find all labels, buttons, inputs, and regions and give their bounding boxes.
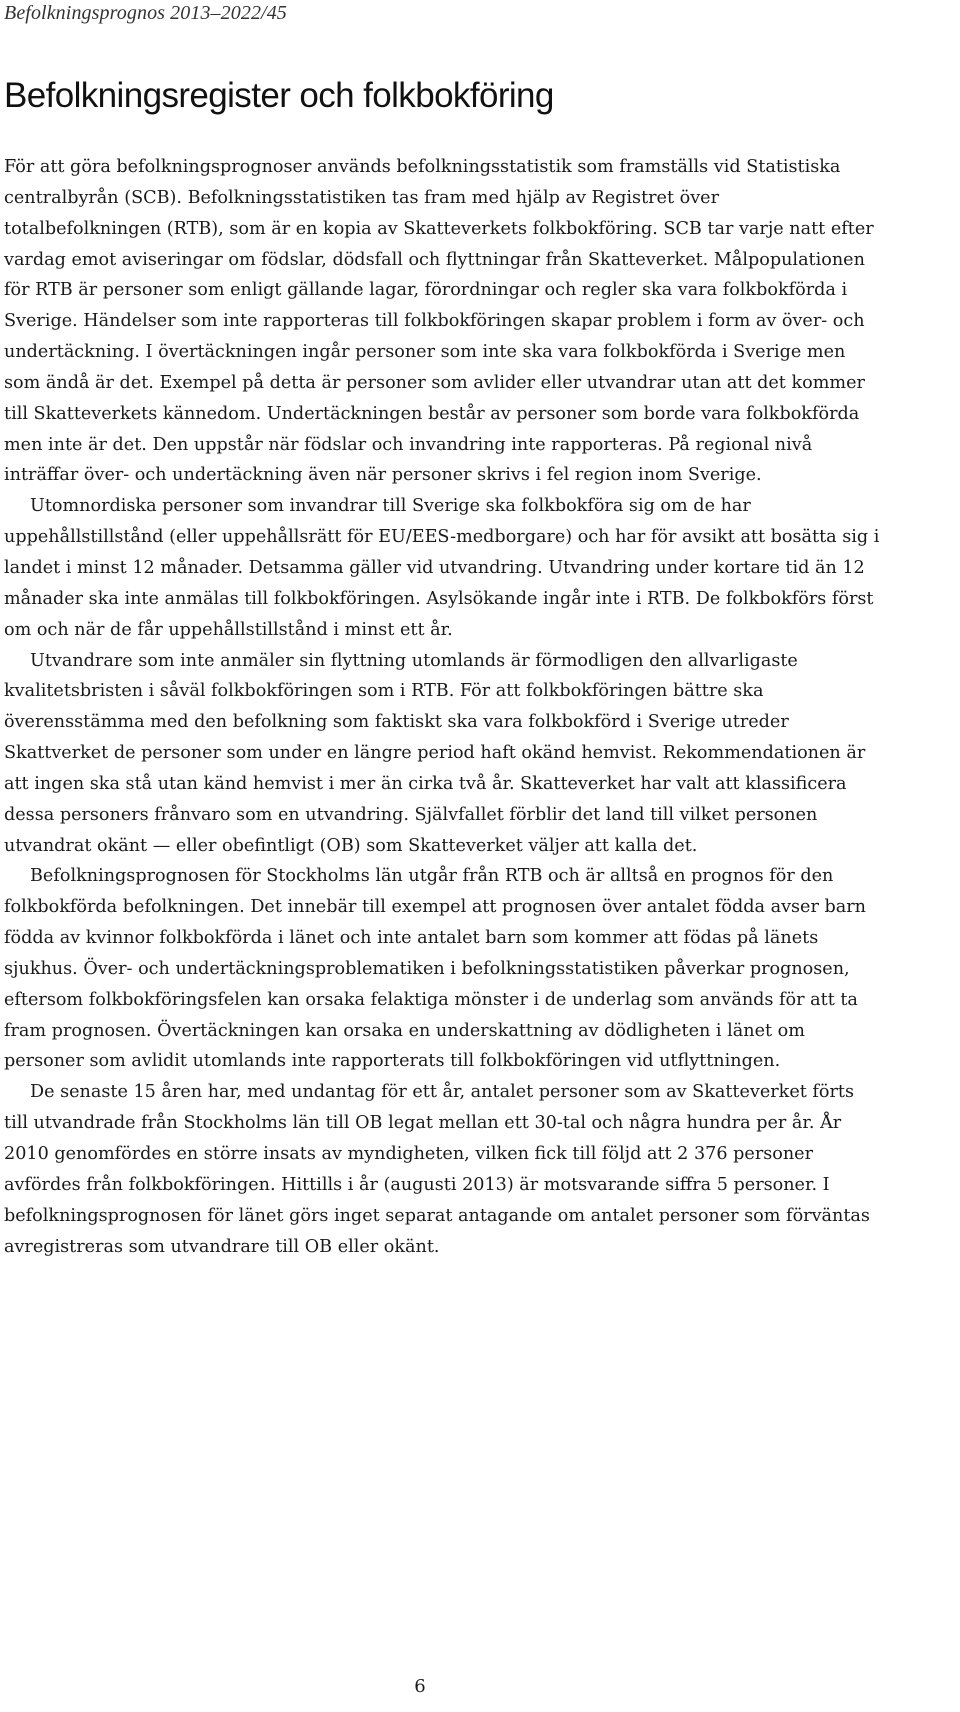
paragraph-non-nordic-immigrants: Utomnordiska personer som invandrar till Sverige ska folkbokföra sig om de har uppehållstillstånd (eller uppehållsrätt för EU/EES-medborgare) och har för avsikt att bosätta sig i landet i minst 12 månader. Detsamma gäller vid utvandring. Utvandring under kortare tid än 12 månader ska inte anmälas till folkbokföringen. Asylsökande ingår inte i RTB. De folkbokförs först om och när de får uppehållstillstånd i minst ett år. [4, 496, 880, 640]
page-number: 6 [414, 1676, 426, 1697]
running-header: Befolkningsprognos 2013–2022/45 [4, 2, 287, 24]
paragraph-recent-years: De senaste 15 åren har, med undantag för ett år, antalet personer som av Skatteverket förts till utvandrade från Stockholms län till OB legat mellan ett 30-tal och några hundra per år. År 2010 genomfördes en större insats av myndigheten, vilken fick till följd att 2 376 personer avfördes från folkbokföringen. Hittills i år (augusti 2013) är motsvarande siffra 5 personer. I befolkningsprognosen för länet görs inget separat antagande om antalet personer som förväntas avregistreras som utvandrare till OB eller okänt. [4, 1082, 870, 1257]
paragraph-registry: För att göra befolkningsprognoser används befolkningsstatistik som framställs vid Statistiska centralbyrån (SCB). Befolkningsstatistiken tas fram med hjälp av Registret över totalbefolkningen (RTB), som är en kopia av Skatteverkets folkbokföring. SCB tar varje natt efter vardag emot aviseringar om födslar, dödsfall och flyttningar från Skatteverket. Målpopulationen för RTB är personer som enligt gällande lagar, förordningar och regler ska vara folkbokförda i Sverige. Händelser som inte rapporteras till folkbokföringen skapar problem i form av över- och undertäckning. I övertäckningen ingår personer som inte ska vara folkbokförda i Sverige men som ändå är det. Exempel på detta är personer som avlider eller utvandrar utan att det kommer till Skatteverkets kännedom. Undertäckningen består av personer som borde vara folkbokförda men inte är det. Den uppstår när födslar och invandring inte rapporteras. På regional nivå inträffar över- och undertäckning även när personer skrivs i fel region inom Sverige. [4, 157, 874, 486]
body-text [4, 152, 880, 1262]
paragraph-forecast-basis: Befolkningsprognosen för Stockholms län utgår från RTB och är alltså en prognos för den folkbokförda befolkningen. Det innebär till exempel att prognosen över antalet födda avser barn födda av kvinnor folkbokförda i länet och inte antalet barn som kommer att födas på länets sjukhus. Över- och undertäckningsproblematiken i befolkningsstatistiken påverkar prognosen, eftersom folkbokföringsfelen kan orsaka felaktiga mönster i de underlag som används för att ta fram prognosen. Övertäckningen kan orsaka en underskattning av dödligheten i länet om personer som avlidit utomlands inte rapporterats till folkbokföringen vid utflyttningen. [4, 866, 866, 1072]
paragraph-emigrants: Utvandrare som inte anmäler sin flyttning utomlands är förmodligen den allvarligaste kvalitetsbristen i såväl folkbokföringen som i RTB. För att folkbokföringen bättre ska överensstämma med den befolkning som faktiskt ska vara folkbokförd i Sverige utreder Skattverket de personer som under en längre period haft okänd hemvist. Rekommendationen är att ingen ska stå utan känd hemvist i mer än cirka två år. Skatteverket har valt att klassificera dessa personers frånvaro som en utvandring. Självfallet förblir det land till vilket personen utvandrat okänt — eller obefintligt (OB) som Skatteverket väljer att kalla det. [4, 650, 866, 856]
page-title: Befolkningsregister och folkbokföring [4, 76, 554, 115]
